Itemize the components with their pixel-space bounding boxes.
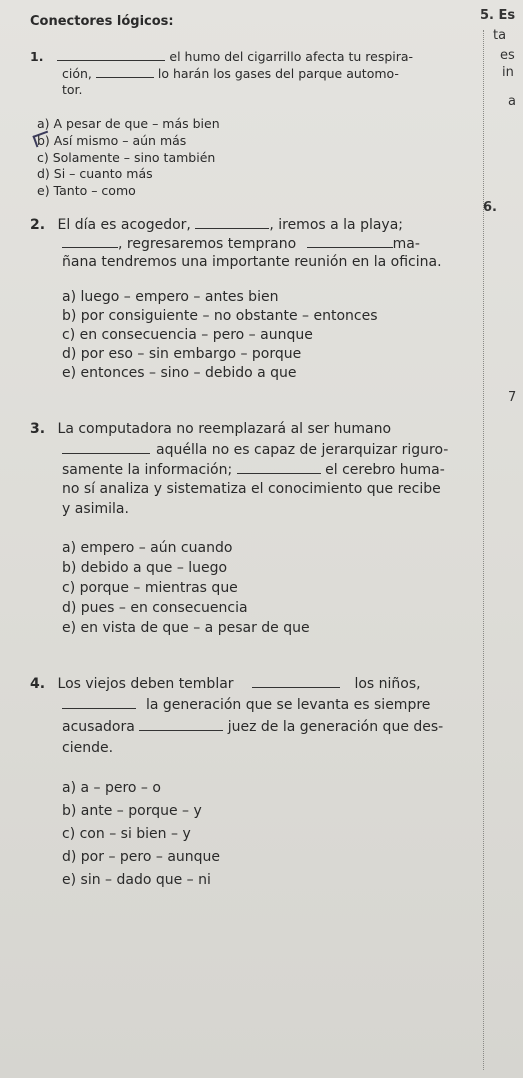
option[interactable]: c) con – si bien – y xyxy=(62,826,191,842)
right-q5: 5. Es xyxy=(480,8,516,23)
answer-blank[interactable] xyxy=(57,48,165,61)
option[interactable]: a) A pesar de que – más bien xyxy=(37,116,220,131)
answer-blank[interactable] xyxy=(307,235,393,248)
option[interactable]: e) en vista de que – a pesar de que xyxy=(62,620,310,636)
right-fragment: ta xyxy=(493,28,507,43)
answer-blank[interactable] xyxy=(62,235,118,248)
option[interactable]: d) Si – cuanto más xyxy=(37,166,153,181)
right-q6: 6. xyxy=(483,200,497,215)
answer-blank[interactable] xyxy=(96,65,154,78)
question-4-line: ciende. xyxy=(62,740,114,756)
answer-blank[interactable] xyxy=(237,461,321,474)
option[interactable]: b) Así mismo – aún más xyxy=(37,133,187,148)
option[interactable]: d) por eso – sin embargo – porque xyxy=(62,346,302,362)
option[interactable]: e) entonces – sino – debido a que xyxy=(62,365,297,381)
question-2-line: ñana tendremos una importante reunión en la oficina. xyxy=(62,254,442,270)
column-divider xyxy=(483,30,484,1070)
right-fragment: es xyxy=(500,48,515,63)
question-3-line: samente la información; el cerebro huma- xyxy=(62,462,445,478)
question-4-line: la generación que se levanta es siempre xyxy=(62,696,430,714)
question-2-line: 2. El día es acogedor, , iremos a la playa; xyxy=(30,217,404,233)
question-3-line: no sí analiza y sistematiza el conocimiento que recibe xyxy=(62,481,441,497)
question-3-line: 3. La computadora no reemplazará al ser humano xyxy=(30,421,392,437)
option[interactable]: a) a – pero – o xyxy=(62,780,161,796)
question-4-line: 4. Los viejos deben temblar los niños, xyxy=(30,676,421,692)
option[interactable]: a) luego – empero – antes bien xyxy=(62,289,279,305)
option[interactable]: b) ante – porque – y xyxy=(62,803,202,819)
question-2-line: , regresaremos temprano ma- xyxy=(62,235,420,253)
option[interactable]: e) Tanto – como xyxy=(37,183,136,198)
question-3-line: y asimila. xyxy=(62,501,129,517)
answer-blank[interactable] xyxy=(62,441,150,454)
option[interactable]: c) porque – mientras que xyxy=(62,580,238,596)
section-title: Conectores lógicos: xyxy=(30,14,174,29)
option[interactable]: a) empero – aún cuando xyxy=(62,540,233,556)
answer-blank[interactable] xyxy=(62,696,136,709)
question-1-line: ción, lo harán los gases del parque automo- xyxy=(62,66,399,81)
question-3-line: aquélla no es capaz de jerarquizar riguro- xyxy=(62,441,448,459)
option[interactable]: c) en consecuencia – pero – aunque xyxy=(62,327,313,343)
question-4-line: acusadora juez de la generación que des- xyxy=(62,719,444,735)
option[interactable]: d) pues – en consecuencia xyxy=(62,600,248,616)
answer-blank[interactable] xyxy=(139,718,223,731)
right-fragment: in xyxy=(502,65,514,80)
right-fragment: a xyxy=(508,94,516,109)
option[interactable]: e) sin – dado que – ni xyxy=(62,872,211,888)
answer-blank[interactable] xyxy=(195,216,269,229)
question-1-line: tor. xyxy=(62,82,83,97)
option[interactable]: b) debido a que – luego xyxy=(62,560,228,576)
option[interactable]: d) por – pero – aunque xyxy=(62,849,221,865)
right-fragment: 7 xyxy=(508,390,517,405)
option[interactable]: c) Solamente – sino también xyxy=(37,150,216,165)
option[interactable]: b) por consiguiente – no obstante – entonces xyxy=(62,308,378,324)
answer-blank[interactable] xyxy=(252,675,340,688)
question-1-line: 1. el humo del cigarrillo afecta tu respira- xyxy=(30,49,414,64)
